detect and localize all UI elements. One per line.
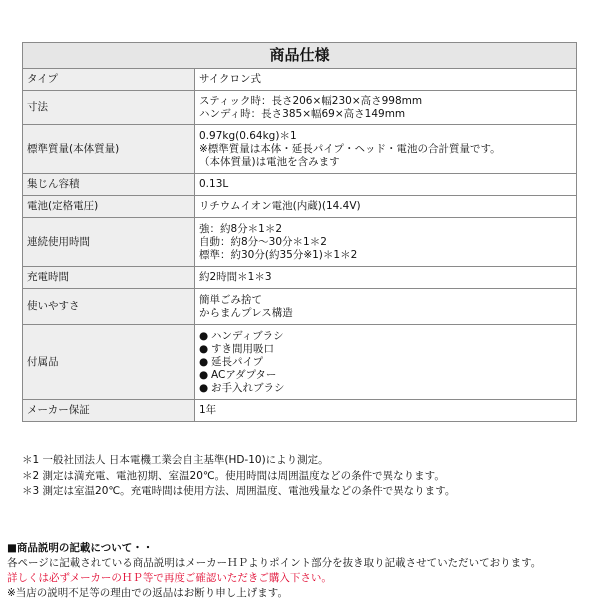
spec-value-line: サイクロン式 bbox=[199, 73, 262, 85]
accessory-item bbox=[199, 330, 572, 343]
spec-row-warranty bbox=[23, 400, 577, 422]
spec-label: 集じん容積 bbox=[23, 174, 195, 196]
spec-value-line: ※標準質量は本体・延長パイプ・ヘッド・電池の合計質量です。 bbox=[199, 142, 501, 155]
notice-text: 各ページに記載されている商品説明はメーカーＨＰよりポイント部分を抜き取り記載させていただいております。 bbox=[7, 557, 542, 569]
accessory-label: お手入れブラシ bbox=[211, 381, 285, 394]
accessory-item bbox=[199, 343, 572, 356]
spec-row-dimensions bbox=[23, 91, 577, 125]
notice-warning: 詳しくは必ずメーカーのＨＰ等で再度ご確認いただきご購入下さい。 bbox=[7, 572, 332, 584]
spec-table bbox=[22, 42, 577, 422]
spec-label: 連続使用時間 bbox=[23, 218, 195, 267]
accessory-label: ハンディブラシ bbox=[211, 329, 284, 342]
spec-value-line: 自動：約8分〜30分＊1＊2 bbox=[199, 235, 327, 248]
spec-value-line: スティック時：長さ206×幅230×高さ998mm bbox=[199, 94, 423, 107]
bullet-icon: ● bbox=[199, 368, 209, 381]
spec-label: 電池(定格電圧) bbox=[23, 196, 195, 218]
accessory-label: 延長パイプ bbox=[211, 355, 264, 368]
description-notice bbox=[7, 541, 541, 601]
spec-label: メーカー保証 bbox=[23, 400, 195, 422]
spec-value-line: 0.13L bbox=[199, 178, 229, 190]
spec-value bbox=[195, 69, 577, 91]
notice-heading: ■商品説明の記載について・・ bbox=[7, 542, 154, 554]
spec-value bbox=[195, 91, 577, 125]
spec-row-runtime bbox=[23, 218, 577, 267]
spec-value bbox=[195, 218, 577, 267]
footnote: ＊2 測定は満充電、電池初期、室温20℃。使用時間は周囲温度などの条件で異なります。 bbox=[22, 469, 445, 482]
spec-value bbox=[195, 289, 577, 325]
spec-value-line: 1年 bbox=[199, 404, 217, 416]
spec-table-title: 商品仕様 bbox=[23, 43, 577, 69]
spec-value bbox=[195, 267, 577, 289]
footnote: ＊1 一般社団法人 日本電機工業会自主基準(HD-10)により測定。 bbox=[22, 454, 329, 466]
spec-value-line: 簡単ごみ捨て bbox=[199, 293, 262, 306]
bullet-icon: ● bbox=[199, 355, 209, 368]
spec-label: 充電時間 bbox=[23, 267, 195, 289]
spec-value-line: 約2時間＊1＊3 bbox=[199, 271, 272, 283]
accessory-item bbox=[199, 382, 572, 395]
footnote: ＊3 測定は室温20℃。充電時間は使用方法、周囲温度、電池残量などの条件で異なります。 bbox=[22, 485, 456, 497]
spec-label: 標準質量(本体質量) bbox=[23, 125, 195, 174]
notice-text: ※当店の説明不足等の理由での返品はお断り申し上げます。 bbox=[7, 587, 288, 599]
spec-value-line: 0.97kg(0.64kg)＊1 bbox=[199, 129, 297, 142]
bullet-icon: ● bbox=[199, 329, 209, 342]
spec-value-line: 強：約8分＊1＊2 bbox=[199, 222, 283, 235]
spec-value bbox=[195, 325, 577, 400]
accessory-item bbox=[199, 369, 572, 382]
spec-value bbox=[195, 125, 577, 174]
accessory-label: すき間用吸口 bbox=[211, 342, 274, 355]
spec-row-dust-capacity bbox=[23, 174, 577, 196]
spec-label: タイプ bbox=[23, 69, 195, 91]
spec-label: 使いやすさ bbox=[23, 289, 195, 325]
spec-value-line: （本体質量)は電池を含みます bbox=[199, 155, 340, 168]
spec-value-line: ハンディ時：長さ385×幅69×高さ149mm bbox=[199, 107, 406, 120]
spec-row-battery bbox=[23, 196, 577, 218]
spec-value-line: 標準：約30分(約35分※1)＊1＊2 bbox=[199, 248, 358, 261]
footnotes bbox=[22, 453, 455, 500]
spec-row-weight bbox=[23, 125, 577, 174]
spec-row-accessories bbox=[23, 325, 577, 400]
spec-label: 寸法 bbox=[23, 91, 195, 125]
spec-label: 付属品 bbox=[23, 325, 195, 400]
spec-value-line: リチウムイオン電池(内蔵)(14.4V) bbox=[199, 200, 361, 212]
spec-value bbox=[195, 174, 577, 196]
bullet-icon: ● bbox=[199, 342, 209, 355]
bullet-icon: ● bbox=[199, 381, 209, 394]
spec-value-line: からまんプレス構造 bbox=[199, 306, 293, 319]
accessory-label: ACアダプター bbox=[211, 368, 277, 381]
spec-row-usability bbox=[23, 289, 577, 325]
accessory-item bbox=[199, 356, 572, 369]
spec-row-charge-time bbox=[23, 267, 577, 289]
spec-row-type bbox=[23, 69, 577, 91]
spec-value bbox=[195, 196, 577, 218]
spec-value bbox=[195, 400, 577, 422]
